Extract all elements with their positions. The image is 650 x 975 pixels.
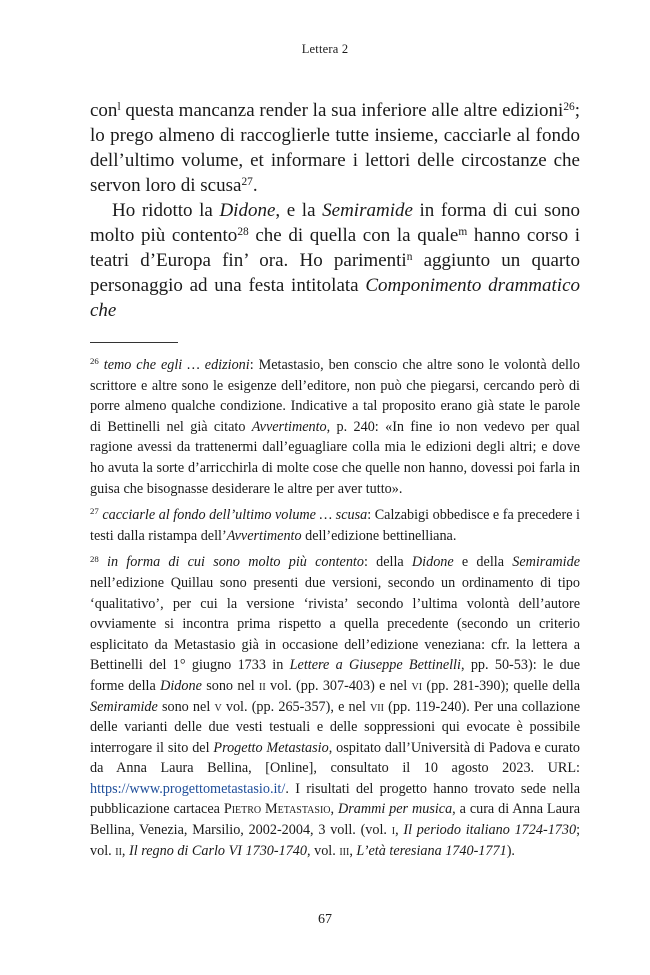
title-italic: Lettere a Giuseppe Bettinelli: [289, 657, 461, 674]
paragraph-1: [90, 98, 580, 198]
author-name: Pietro Metastasio: [223, 801, 331, 818]
text-span: ).: [506, 842, 515, 859]
title-italic: Didone: [411, 554, 454, 571]
text-span: aggiunto un quarto personaggio ad una festa intitolata: [90, 250, 581, 296]
title-italic: Drammi per musica: [337, 801, 453, 818]
roman-numeral: ii: [115, 842, 122, 859]
footnotes: [90, 355, 580, 867]
text-span: ,: [395, 822, 404, 839]
main-text: [90, 98, 580, 323]
title-italic: Avvertimento: [226, 527, 302, 544]
text-span: , e la: [275, 200, 323, 221]
text-span: : Calzabigi obbedisce e fa precedere i testi dalla ristampa dell’: [90, 507, 580, 544]
text-span: : Metastasio, ben conscio che altre sono le volontà dello scrittore e altre sono le esigenze dell’editore, non può che piegarsi, cercando però di porre almeno qualche condizione. Indicative a tal proposito erano già state le parole di Bettinelli nel già citato: [90, 357, 580, 435]
roman-numeral: iii: [339, 842, 350, 859]
footnote-number: 27: [90, 506, 99, 517]
paragraph-2: [90, 198, 580, 323]
text-span: (pp. 119-240). Per una collazione delle varianti delle due vesti testuali e delle soppressioni qui evocate è possibile interrogare il sito del: [90, 698, 581, 756]
title-italic: Didone: [219, 200, 276, 221]
footnote-lemma: in forma di cui sono molto più contento: [107, 554, 364, 571]
text-span: , p. 240: «In fine io non vedevo per qual ragione avessi da trattenermi dall’eguagliare colla mia le edizioni degli altri; e dove ho avuta la sorte d’arricchirla di molte cose che quelle non hanno, dovessi poi farla in guisa che bisognasse desiderare le altre per aver tutto».: [90, 418, 581, 497]
footnote-lemma: temo che egli … edizioni: [103, 357, 250, 373]
title-italic: L’età teresiana 1740-1771: [356, 842, 507, 859]
footnote-number: 26: [90, 356, 99, 367]
title-italic: Didone: [160, 677, 202, 694]
text-span: ,: [330, 801, 338, 818]
title-italic: Avvertimento: [251, 418, 327, 435]
text-span: ; vol.: [90, 822, 581, 859]
roman-numeral: i: [391, 822, 396, 839]
text-span: dell’edizione bettinelliana.: [301, 527, 457, 544]
title-italic: Progetto Metastasio: [213, 739, 329, 756]
title-italic: Semiramide: [322, 200, 413, 221]
text-span: ,: [349, 842, 357, 859]
roman-numeral: vi: [411, 677, 423, 694]
text-span: vol. (pp. 265-357), e nel: [221, 698, 371, 715]
text-span: che di quella con la quale: [248, 225, 459, 246]
roman-numeral: vii: [370, 698, 384, 715]
footnote-ref-27[interactable]: 27: [241, 175, 253, 188]
title-italic: Il periodo italiano 1724-1730: [403, 822, 577, 839]
footnote-26: [90, 355, 580, 499]
text-span: ,: [121, 842, 129, 859]
text-span: : della: [363, 554, 412, 571]
running-header: Lettera 2: [301, 42, 349, 56]
title-italic: Semiramide: [512, 554, 580, 571]
url-link[interactable]: https://www.progettometastasio.it/: [90, 780, 286, 797]
text-span: questa mancanza render la sua inferiore alle altre edizioni: [120, 100, 564, 121]
text-span: .: [252, 175, 258, 196]
text-span: hanno corso i teatri d’Europa fin’ ora. Ho parimenti: [90, 225, 580, 271]
title-italic: Semiramide: [90, 698, 158, 715]
footnote-28: [90, 552, 580, 861]
text-span: , ospitato dall’Università di Padova e curato da Anna Laura Bellina, [Online], consultato il 10 agosto 2023. URL:: [90, 739, 581, 777]
footnote-lemma: cacciarle al fondo dell’ultimo volume … scusa: [102, 507, 368, 524]
title-italic: Il regno di Carlo VI 1730-1740: [129, 842, 307, 859]
text-span: nell’edizione Quillau sono presenti due versioni, secondo un ordinamento di tipo ‘qualitativo’, per cui la versione ‘rivista’ secondo l’ultima volontà dell’autore ovviamente si incontra prima rispetto a quella precedente (secondo un criterio esplicitato da Metastasio già in occasione dell’edizione veneziana: cfr. la lettera a Bettinelli del 1° giugno 1733 in: [90, 574, 580, 674]
text-span: . I risultati del progetto hanno trovato sede nella pubblicazione cartacea: [90, 780, 580, 818]
text-span: , pp. 50-53): le due forme della: [90, 657, 580, 694]
footnote-ref-28[interactable]: 28: [237, 225, 249, 238]
text-span: ; lo prego almeno di raccoglierle tutte insieme, cacciarle al fondo dell’ultimo volume, et informare i lettori delle circostanze che servon loro di scusa: [90, 100, 580, 196]
footnote-ref-26[interactable]: 26: [563, 100, 575, 113]
roman-numeral: v: [214, 698, 222, 715]
apparatus-marker: l: [117, 100, 121, 113]
text-span: Ho ridotto la: [112, 200, 220, 221]
roman-numeral: ii: [259, 677, 266, 694]
page-number: 67: [318, 912, 332, 927]
footnote-number: 28: [90, 553, 99, 564]
text-span: e della: [453, 554, 513, 571]
text-span: sono nel: [201, 677, 260, 694]
text-span: , vol.: [307, 842, 340, 859]
text-span: in forma di cui sono molto più contento: [90, 200, 581, 246]
footnote-separator: [90, 342, 178, 343]
text-span: vol. (pp. 307-403) e nel: [265, 677, 412, 694]
apparatus-marker: m: [458, 225, 468, 238]
text-span: sono nel: [157, 698, 215, 715]
title-italic: Componimento drammatico che: [90, 275, 580, 321]
text-span: con: [90, 100, 118, 121]
text-span: , a cura di Anna Laura Bellina, Venezia, Marsilio, 2002-2004, 3 voll. (vol.: [90, 801, 580, 839]
text-span: (pp. 281-390); quelle della: [422, 677, 581, 694]
apparatus-marker: n: [406, 250, 413, 263]
footnote-27: [90, 505, 580, 546]
